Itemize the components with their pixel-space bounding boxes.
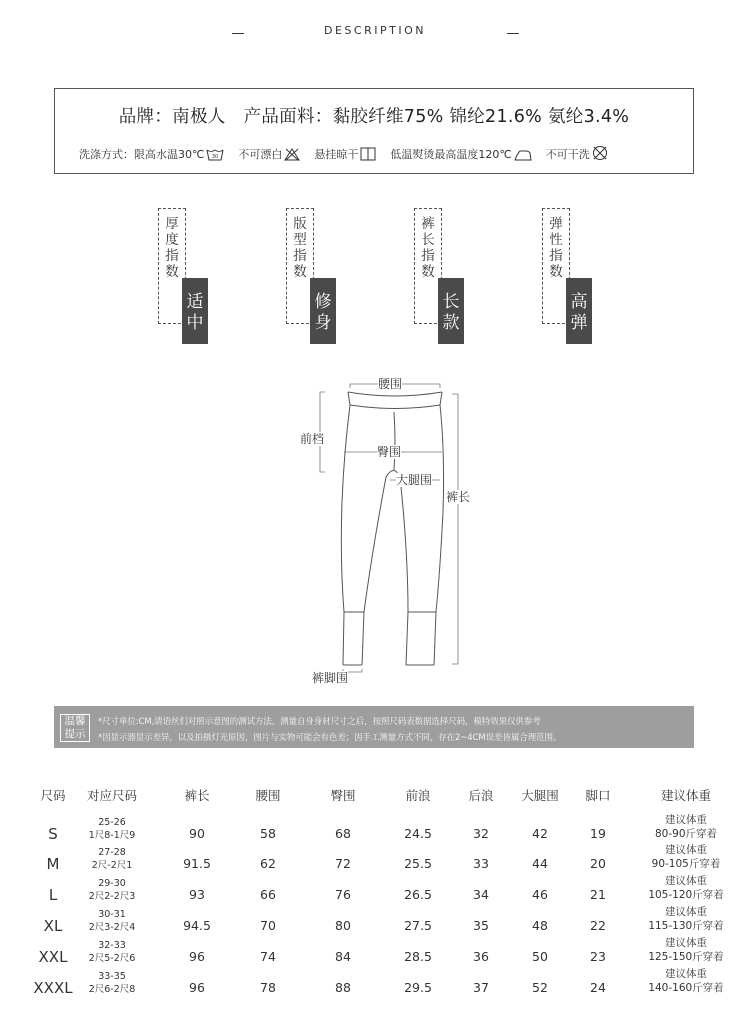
index-card-fit	[286, 208, 338, 344]
equiv-size-cell: 2尺3-2尺4	[88, 922, 136, 933]
measure-cell-hip: 76	[335, 887, 351, 902]
hang-dry-icon	[360, 147, 376, 164]
weight-cell: 105-120斤穿着	[648, 889, 724, 901]
wash-item-bleach: 不可漂白	[238, 148, 283, 161]
equiv-size-cell: 1尺8-1尺9	[88, 830, 136, 841]
index-card-length	[414, 208, 466, 344]
measure-cell-waist: 66	[260, 887, 276, 902]
table-header-cell: 建议体重	[660, 788, 711, 803]
weight-cell: 140-160斤穿着	[648, 982, 724, 994]
equiv-size-cell: 2尺6-2尺8	[88, 984, 136, 995]
size-cell: L	[48, 886, 58, 904]
hip-label: 臀围	[377, 445, 402, 459]
measure-cell-hem: 22	[590, 918, 606, 933]
notice-line: *因显示器显示差异，以及拍摄灯光原因，图片与实物可能会有色差；因手工测量方式不同，存在2~4CM误差皆属合理范围。	[98, 733, 562, 743]
equiv-size-cell: 27-28	[98, 847, 126, 858]
waist-label: 腰围	[378, 377, 403, 391]
measure-cell-length: 96	[189, 980, 205, 995]
measure-cell-hem: 23	[590, 949, 606, 964]
measure-cell-length: 96	[189, 949, 205, 964]
section-title: DESCRIPTION	[324, 24, 426, 37]
measure-cell-waist: 62	[260, 856, 276, 871]
wash-30-icon	[206, 148, 224, 164]
length-label: 裤长	[446, 490, 471, 504]
measure-cell-thigh: 46	[532, 887, 548, 902]
product-info-box	[54, 88, 694, 174]
equiv-size-cell: 33-35	[98, 971, 126, 982]
no-dry-clean-icon	[592, 145, 608, 164]
thigh-label: 大腿围	[396, 473, 433, 487]
weight-cell: 115-130斤穿着	[648, 920, 724, 932]
measure-cell-waist: 70	[260, 918, 276, 933]
index-value: 长款	[442, 292, 460, 333]
table-header-cell: 脚口	[585, 788, 611, 803]
measure-cell-front: 25.5	[404, 856, 432, 871]
measure-cell-back: 32	[473, 826, 489, 841]
size-cell: XXL	[38, 948, 68, 966]
leg-opening-label: 裤脚围	[312, 671, 349, 685]
svg-text:30: 30	[212, 154, 219, 160]
measure-cell-hip: 72	[335, 856, 351, 871]
weight-cell: 90-105斤穿着	[651, 858, 721, 870]
table-header-cell: 后浪	[468, 788, 494, 803]
measure-cell-hip: 68	[335, 826, 351, 841]
index-value-block	[310, 278, 336, 344]
equiv-size-cell: 2尺2-2尺3	[88, 891, 136, 902]
measure-cell-back: 34	[473, 887, 489, 902]
measure-cell-thigh: 42	[532, 826, 548, 841]
measure-cell-hem: 24	[590, 980, 606, 995]
weight-cell: 80-90斤穿着	[654, 828, 717, 840]
fabric-value: 黏胶纤维75% 锦纶21.6% 氨纶3.4%	[332, 107, 630, 127]
measure-cell-waist: 58	[260, 826, 276, 841]
measure-cell-front: 28.5	[404, 949, 432, 964]
table-header-cell: 前浪	[405, 788, 431, 803]
measure-cell-back: 33	[473, 856, 489, 871]
weight-cell: 125-150斤穿着	[648, 951, 724, 963]
header-dash-right	[507, 33, 519, 34]
size-cell: S	[48, 825, 58, 843]
measure-cell-thigh: 44	[532, 856, 548, 871]
measure-cell-back: 36	[473, 949, 489, 964]
pants-measurement-diagram	[290, 372, 480, 692]
measure-cell-length: 94.5	[183, 918, 211, 933]
index-value: 适中	[186, 292, 204, 333]
size-cell: M	[46, 855, 60, 873]
brand-label: 品牌：	[118, 107, 173, 127]
equiv-size-cell: 30-31	[98, 909, 126, 920]
brand-value: 南极人	[172, 107, 226, 127]
wash-item-dryclean: 不可干洗	[545, 148, 590, 161]
notice-badge-line: 提示	[64, 728, 86, 740]
wash-item-temp: 限高水温30℃	[134, 148, 205, 161]
index-label: 裤长指数	[421, 216, 435, 280]
index-value: 修身	[314, 292, 332, 333]
pants-outline	[290, 372, 480, 692]
wash-item-iron: 低温熨烫最高温度120℃	[390, 148, 512, 161]
equiv-size-cell: 2尺5-2尺6	[88, 953, 136, 964]
table-header-cell: 腰围	[255, 788, 281, 803]
measure-cell-front: 29.5	[404, 980, 432, 995]
notice-line: *尺寸单位:CM,请语丝们对照示意图的测试方法，测量自身身材尺寸之后，按照尺码表数据选择尺码，模特效果仅供参考	[98, 717, 541, 727]
measure-cell-waist: 74	[260, 949, 276, 964]
measure-cell-hem: 21	[590, 887, 606, 902]
weight-cell: 建议体重	[665, 875, 707, 887]
notice-banner	[54, 706, 694, 748]
notice-badge-line: 温馨	[64, 715, 86, 727]
measure-cell-hem: 20	[590, 856, 606, 871]
equiv-size-cell: 29-30	[98, 878, 126, 889]
measure-cell-hem: 19	[590, 826, 606, 841]
equiv-size-cell: 2尺-2尺1	[91, 860, 133, 871]
wash-item-dry: 悬挂晾干	[314, 148, 359, 161]
measure-cell-front: 24.5	[404, 826, 432, 841]
table-header-cell: 对应尺码	[86, 788, 137, 803]
index-label: 厚度指数	[165, 216, 179, 280]
fabric-label: 产品面料：	[243, 107, 333, 127]
table-header-cell: 裤长	[184, 788, 210, 803]
table-header-cell: 尺码	[40, 788, 66, 803]
index-value-block	[566, 278, 592, 344]
index-value-block	[182, 278, 208, 344]
equiv-size-cell: 25-26	[98, 817, 126, 828]
product-info-line	[55, 103, 693, 128]
index-card-stretch	[542, 208, 594, 344]
front-rise-label: 前档	[300, 432, 325, 446]
index-label: 弹性指数	[549, 216, 563, 280]
weight-cell: 建议体重	[665, 968, 707, 980]
header-dash-left	[232, 33, 244, 34]
size-cell: XL	[43, 917, 63, 935]
measure-cell-thigh: 52	[532, 980, 548, 995]
measure-cell-thigh: 50	[532, 949, 548, 964]
weight-cell: 建议体重	[665, 937, 707, 949]
index-value-block	[438, 278, 464, 344]
index-value: 高弹	[570, 292, 588, 333]
iron-low-icon	[514, 149, 532, 164]
equiv-size-cell: 32-33	[98, 940, 126, 951]
measure-cell-length: 93	[189, 887, 205, 902]
measure-cell-hip: 80	[335, 918, 351, 933]
measure-cell-hip: 84	[335, 949, 351, 964]
measure-cell-length: 90	[189, 826, 205, 841]
wash-label: 洗涤方式：	[79, 148, 134, 161]
measure-cell-back: 35	[473, 918, 489, 933]
notice-badge	[60, 714, 90, 742]
measure-cell-waist: 78	[260, 980, 276, 995]
index-card-thickness	[158, 208, 210, 344]
measure-cell-hip: 88	[335, 980, 351, 995]
measure-cell-front: 26.5	[404, 887, 432, 902]
table-header-cell: 臀围	[330, 788, 356, 803]
measure-cell-front: 27.5	[404, 918, 432, 933]
measure-cell-thigh: 48	[532, 918, 548, 933]
wash-instructions	[79, 145, 608, 164]
measure-cell-back: 37	[473, 980, 489, 995]
index-label: 版型指数	[293, 216, 307, 280]
no-bleach-icon	[284, 148, 300, 164]
table-header-cell: 大腿围	[521, 788, 559, 803]
weight-cell: 建议体重	[665, 844, 707, 856]
weight-cell: 建议体重	[665, 814, 707, 826]
weight-cell: 建议体重	[665, 906, 707, 918]
size-cell: XXXL	[33, 979, 73, 997]
measure-cell-length: 91.5	[183, 856, 211, 871]
